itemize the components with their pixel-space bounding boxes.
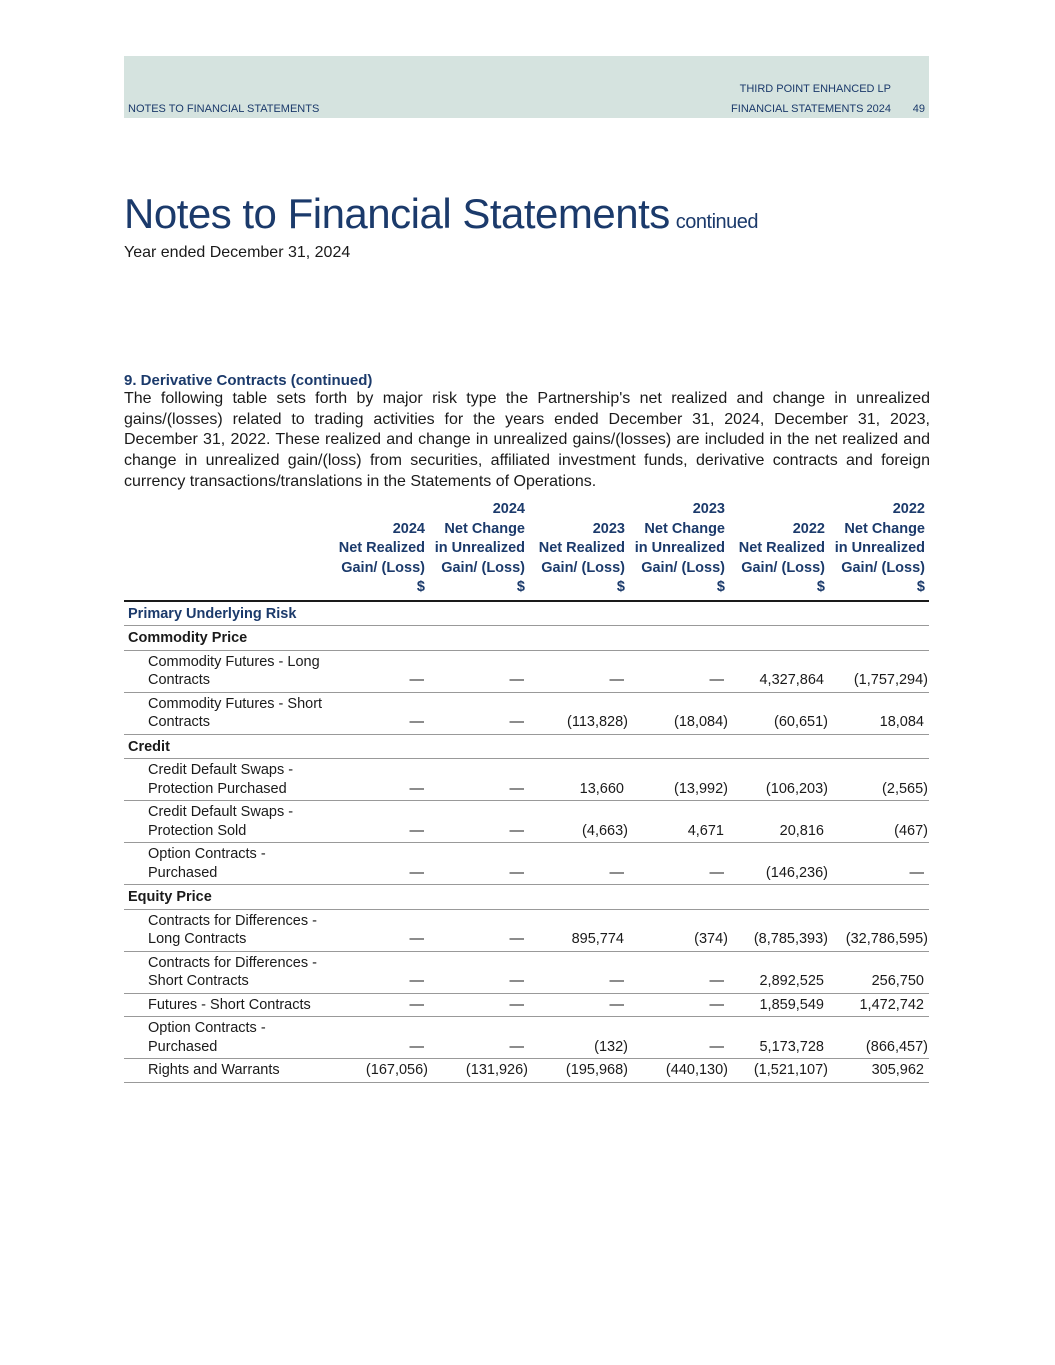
column-header-line: in Unrealized — [834, 540, 925, 556]
value-cell: — — [329, 909, 429, 951]
table-row — [124, 1017, 929, 1059]
value-cell: (18,084) — [629, 692, 729, 734]
value-cell: (866,457) — [829, 1017, 929, 1059]
page-subtitle: Year ended December 31, 2024 — [124, 244, 351, 261]
column-header-line: 2022 — [892, 501, 925, 517]
value-cell: (1,757,294) — [829, 650, 929, 692]
column-header-line: Gain/ (Loss) — [741, 559, 825, 576]
column-header-line — [729, 500, 825, 520]
row-label-line: Credit Default Swaps - — [148, 762, 294, 778]
value-cell: (113,828) — [529, 692, 629, 734]
value-cell: — — [329, 993, 429, 1017]
value-cell: — — [429, 951, 529, 993]
row-label-line: Long Contracts — [148, 931, 247, 947]
value-cell: — — [329, 692, 429, 734]
value-cell: — — [529, 650, 629, 692]
row-label-line: Contracts for Differences - — [148, 954, 317, 971]
value-cell: (8,785,393) — [729, 909, 829, 951]
column-header-line — [529, 500, 625, 520]
value-cell: — — [529, 843, 629, 885]
value-cell: (167,056) — [329, 1059, 429, 1083]
column-header-line: $ — [616, 579, 625, 595]
value-cell: — — [329, 951, 429, 993]
column-header-line: Gain/ (Loss) — [541, 559, 625, 576]
row-label-line: Commodity Futures - Long — [148, 653, 320, 670]
table-row — [124, 993, 929, 1017]
value-cell: (32,786,595) — [829, 909, 929, 951]
table-row — [124, 801, 929, 843]
column-header-line: Gain/ (Loss) — [841, 559, 925, 576]
value-cell: (2,565) — [829, 759, 929, 801]
value-cell: 13,660 — [529, 759, 629, 801]
column-header — [429, 500, 529, 601]
row-label — [124, 1059, 329, 1083]
group-row — [124, 734, 929, 759]
column-header-line: Net Realized — [538, 540, 625, 556]
value-cell: — — [329, 843, 429, 885]
section-body: The following table sets forth by major risk type the Partnership's net realized and change in unrealized gains/(losses) related to trading activities for the years ended December 31, 2024, December 31, 2023, December 31, 2022. These realized and change in unrealized gains/(losses) are included in the net realized and change in unrealized gain/(loss) from securities, affiliated investment funds, derivative contracts and foreign currency transactions/translations in the Statements of Operations. — [124, 390, 930, 490]
value-cell: 5,173,728 — [729, 1017, 829, 1059]
value-cell: 20,816 — [729, 801, 829, 843]
value-cell: — — [629, 951, 729, 993]
page-header-band — [124, 56, 929, 118]
value-cell: — — [529, 993, 629, 1017]
column-header-line: $ — [816, 579, 825, 595]
value-cell: — — [529, 951, 629, 993]
value-cell: — — [429, 801, 529, 843]
row-label-line: Credit Default Swaps - — [148, 804, 294, 820]
section-heading: 9. Derivative Contracts (continued) — [124, 372, 373, 389]
row-label — [124, 1017, 329, 1059]
column-header-line: Gain/ (Loss) — [341, 559, 425, 576]
page-number: 49 — [912, 103, 925, 115]
value-cell: — — [329, 650, 429, 692]
row-label-line: Option Contracts - — [148, 1020, 266, 1036]
row-label — [124, 759, 329, 801]
row-label — [124, 993, 329, 1017]
value-cell: 256,750 — [829, 951, 929, 993]
value-cell: 305,962 — [829, 1059, 929, 1083]
value-cell: — — [629, 1017, 729, 1059]
row-label-line: Commodity Futures - Short — [148, 695, 323, 712]
page-title — [124, 190, 758, 238]
row-label-line: Futures - Short Contracts — [148, 996, 311, 1013]
value-cell: — — [329, 1017, 429, 1059]
value-cell: 4,327,864 — [729, 650, 829, 692]
row-label-line: Contracts — [148, 714, 211, 730]
column-header-line: in Unrealized — [634, 540, 725, 556]
column-header-line: 2022 — [792, 520, 825, 537]
row-label — [124, 801, 329, 843]
row-label — [124, 909, 329, 951]
value-cell: — — [329, 801, 429, 843]
value-cell: — — [429, 993, 529, 1017]
value-cell: 4,671 — [629, 801, 729, 843]
header-blank — [124, 500, 329, 601]
column-header-line: 2023 — [592, 520, 625, 537]
row-label-line: Contracts for Differences - — [148, 912, 317, 929]
group-label: Commodity Price — [124, 626, 929, 651]
group-label: Equity Price — [124, 885, 929, 910]
row-label-line: Option Contracts - — [148, 846, 266, 862]
table-row — [124, 843, 929, 885]
value-cell: — — [429, 843, 529, 885]
value-cell: (4,663) — [529, 801, 629, 843]
column-header-line: 2024 — [392, 520, 425, 537]
value-cell: (374) — [629, 909, 729, 951]
value-cell: — — [829, 843, 929, 885]
table-row — [124, 650, 929, 692]
value-cell: 895,774 — [529, 909, 629, 951]
column-header-line: Net Realized — [338, 540, 425, 556]
value-cell: 18,084 — [829, 692, 929, 734]
row-label-line: Purchased — [148, 864, 218, 881]
value-cell: 1,859,549 — [729, 993, 829, 1017]
value-cell: (467) — [829, 801, 929, 843]
value-cell: (440,130) — [629, 1059, 729, 1083]
value-cell: — — [629, 843, 729, 885]
row-label-line: Purchased — [148, 1038, 218, 1055]
table-row — [124, 909, 929, 951]
column-header-line: Gain/ (Loss) — [641, 559, 725, 576]
table-row — [124, 692, 929, 734]
header-company: THIRD POINT ENHANCED LP — [739, 83, 891, 95]
column-header-line: $ — [516, 579, 525, 595]
value-cell: (132) — [529, 1017, 629, 1059]
column-header — [329, 500, 429, 601]
row-label — [124, 951, 329, 993]
primary-risk-label: Primary Underlying Risk — [124, 601, 929, 626]
value-cell: (131,926) — [429, 1059, 529, 1083]
value-cell: — — [629, 993, 729, 1017]
value-cell: (13,992) — [629, 759, 729, 801]
value-cell: — — [429, 759, 529, 801]
value-cell: — — [329, 759, 429, 801]
value-cell: — — [429, 650, 529, 692]
derivatives-table — [124, 500, 929, 1083]
row-label-line: Contracts — [148, 672, 211, 688]
row-label — [124, 650, 329, 692]
table-row — [124, 951, 929, 993]
value-cell: (60,651) — [729, 692, 829, 734]
column-header-line: $ — [716, 579, 725, 595]
row-label-line: Short Contracts — [148, 973, 249, 989]
column-header — [729, 500, 829, 601]
row-label — [124, 843, 329, 885]
value-cell: — — [629, 650, 729, 692]
column-header-line — [329, 500, 425, 520]
column-header-line: Net Change — [444, 520, 525, 537]
title-suffix: continued — [675, 211, 759, 233]
value-cell: (1,521,107) — [729, 1059, 829, 1083]
column-header-line: 2023 — [692, 501, 725, 517]
table-row — [124, 759, 929, 801]
table-row — [124, 1059, 929, 1083]
column-header-line: $ — [916, 579, 925, 595]
column-header-line: Net Realized — [738, 540, 825, 556]
column-header-line: Gain/ (Loss) — [441, 559, 525, 576]
row-label-line: Protection Purchased — [148, 780, 287, 797]
header-section-label: NOTES TO FINANCIAL STATEMENTS — [128, 103, 320, 115]
header-report: FINANCIAL STATEMENTS 2024 — [731, 103, 891, 115]
value-cell: — — [429, 1017, 529, 1059]
value-cell: — — [429, 692, 529, 734]
value-cell: (195,968) — [529, 1059, 629, 1083]
value-cell: 1,472,742 — [829, 993, 929, 1017]
group-row — [124, 626, 929, 651]
column-header-line: $ — [416, 579, 425, 595]
value-cell: (106,203) — [729, 759, 829, 801]
row-label — [124, 692, 329, 734]
value-cell: (146,236) — [729, 843, 829, 885]
column-header-line: Net Change — [644, 520, 725, 537]
column-header — [529, 500, 629, 601]
value-cell: 2,892,525 — [729, 951, 829, 993]
column-header-line: Net Change — [844, 520, 925, 537]
group-label: Credit — [124, 734, 929, 759]
group-row — [124, 885, 929, 910]
column-header-line: in Unrealized — [434, 540, 525, 556]
column-header — [629, 500, 729, 601]
row-label-line: Rights and Warrants — [148, 1062, 280, 1078]
column-header — [829, 500, 929, 601]
primary-risk-row — [124, 601, 929, 626]
value-cell: — — [429, 909, 529, 951]
column-header-line: 2024 — [492, 501, 525, 517]
row-label-line: Protection Sold — [148, 822, 247, 839]
title-text: Notes to Financial Statements — [124, 190, 670, 237]
section-derivatives — [124, 372, 930, 493]
